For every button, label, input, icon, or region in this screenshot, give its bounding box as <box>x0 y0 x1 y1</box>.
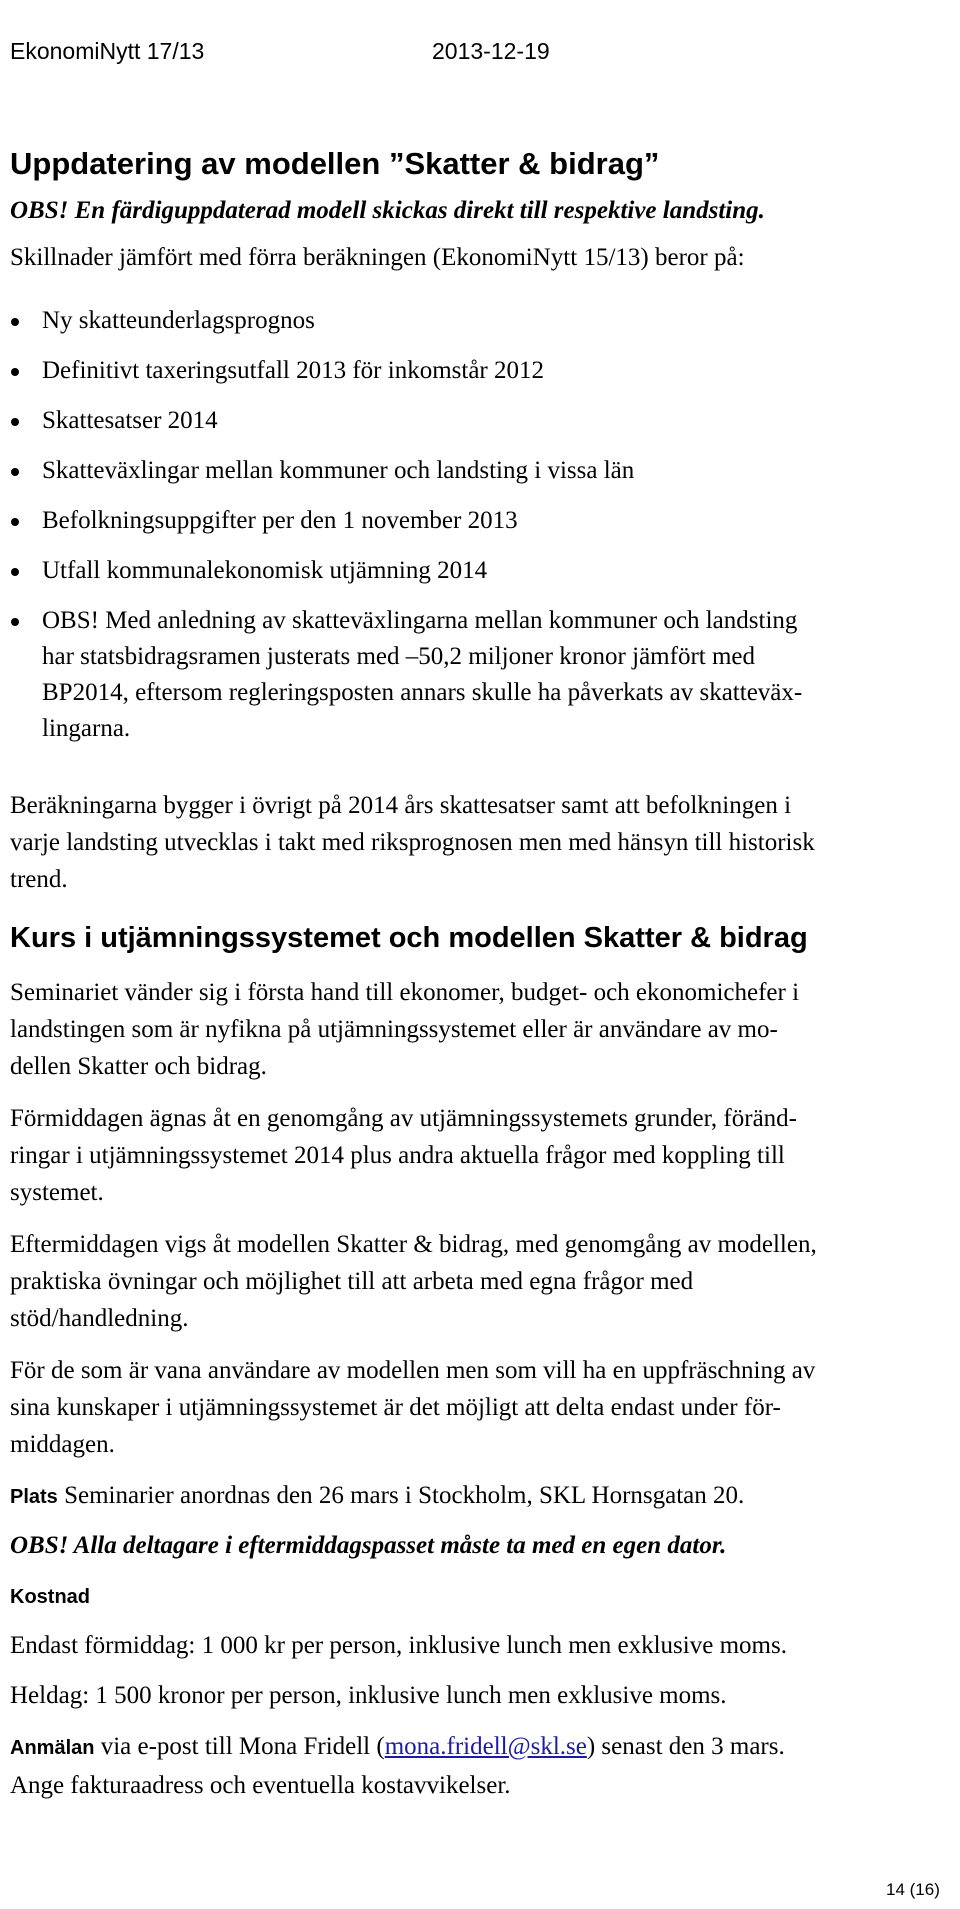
section-title-course: Kurs i utjämningssystemet och modellen Skatter & bidrag <box>10 922 808 954</box>
publication-date: 2013-12-19 <box>432 38 550 64</box>
cost-heading-line <box>10 1578 90 1615</box>
change-list <box>10 303 950 747</box>
bullet-icon <box>11 518 19 526</box>
page-number: 14 (16) <box>886 1880 940 1899</box>
cost-full-day: Heldag: 1 500 kronor per person, inklusive lunch men exklusive moms. <box>10 1682 727 1709</box>
publication-name: EkonomiNytt 17/13 <box>10 38 205 64</box>
obs-note: OBS! En färdiguppdaterad modell skickas direkt till respektive landsting. <box>10 197 765 224</box>
list-item: Skatteväxlingar mellan kommuner och landsting i vissa län <box>10 453 950 503</box>
bullet-icon <box>11 568 19 576</box>
bullet-icon <box>11 618 19 626</box>
list-item: Skattesatser 2014 <box>10 403 950 453</box>
cost-label: Kostnad <box>10 1586 90 1608</box>
experienced-users-paragraph: För de som är vana användare av modellen men som vill ha en uppfräschning av sina kunskaper i utjämningssystemet är det möjligt att delta endast under för- middagen. <box>10 1357 816 1458</box>
location-line <box>10 1478 744 1515</box>
seminar-paragraph: Seminariet vänder sig i första hand till ekonomer, budget- och ekonomichefer i landstingen som är nyfikna på utjämningssystemet eller är användare av mo- dellen Skatter och bidrag. <box>10 979 800 1080</box>
section-title-update: Uppdatering av modellen ”Skatter & bidrag” <box>10 146 660 181</box>
list-item-obs: OBS! Med anledning av skatteväxlingarna mellan kommuner och landsting har statsbidragsramen justerats med –50,2 miljoner kronor jämfört med BP2014, eftersom regleringsposten annars skulle ha påverkats av skatteväx- lingarna. <box>10 603 950 747</box>
obs-computer-note: OBS! Alla deltagare i eftermiddagspasset måste ta med en egen dator. <box>10 1532 727 1559</box>
bullet-icon <box>11 318 19 326</box>
list-item: Definitivt taxeringsutfall 2013 för inkomstår 2012 <box>10 353 950 403</box>
calculation-paragraph: Beräkningarna bygger i övrigt på 2014 års skattesatser samt att befolkningen i varje landsting utvecklas i takt med riksprognosen men med hänsyn till historisk trend. <box>10 792 815 893</box>
location-label: Plats <box>10 1486 58 1508</box>
registration-label: Anmälan <box>10 1737 95 1759</box>
bullet-icon <box>11 468 19 476</box>
list-item: Ny skatteunderlagsprognos <box>10 303 950 353</box>
afternoon-paragraph: Eftermiddagen vigs åt modellen Skatter & bidrag, med genomgång av modellen, praktiska övningar och möjlighet till att arbeta med egna frågor med stöd/handledning. <box>10 1231 817 1332</box>
registration-paragraph: Anmälan via e-post till Mona Fridell (mona.fridell@skl.se) senast den 3 mars. Ange fakturaadress och eventuella kostavvikelser. <box>10 1733 785 1799</box>
location-text: Seminarier anordnas den 26 mars i Stockholm, SKL Hornsgatan 20. <box>64 1482 745 1509</box>
bullet-icon <box>11 418 19 426</box>
list-item: Befolkningsuppgifter per den 1 november 2013 <box>10 503 950 553</box>
page-header <box>10 38 950 68</box>
cost-half-day: Endast förmiddag: 1 000 kr per person, inklusive lunch men exklusive moms. <box>10 1632 787 1659</box>
bullet-icon <box>11 368 19 376</box>
list-item: Utfall kommunalekonomisk utjämning 2014 <box>10 553 950 603</box>
intro-text: Skillnader jämfört med förra beräkningen (EkonomiNytt 15/13) beror på: <box>10 244 745 271</box>
morning-paragraph: Förmiddagen ägnas åt en genomgång av utjämningssystemets grunder, föränd- ringar i utjämningssystemet 2014 plus andra aktuella frågor med koppling till systemet. <box>10 1105 797 1206</box>
email-link[interactable]: mona.fridell@skl.se <box>384 1733 587 1760</box>
